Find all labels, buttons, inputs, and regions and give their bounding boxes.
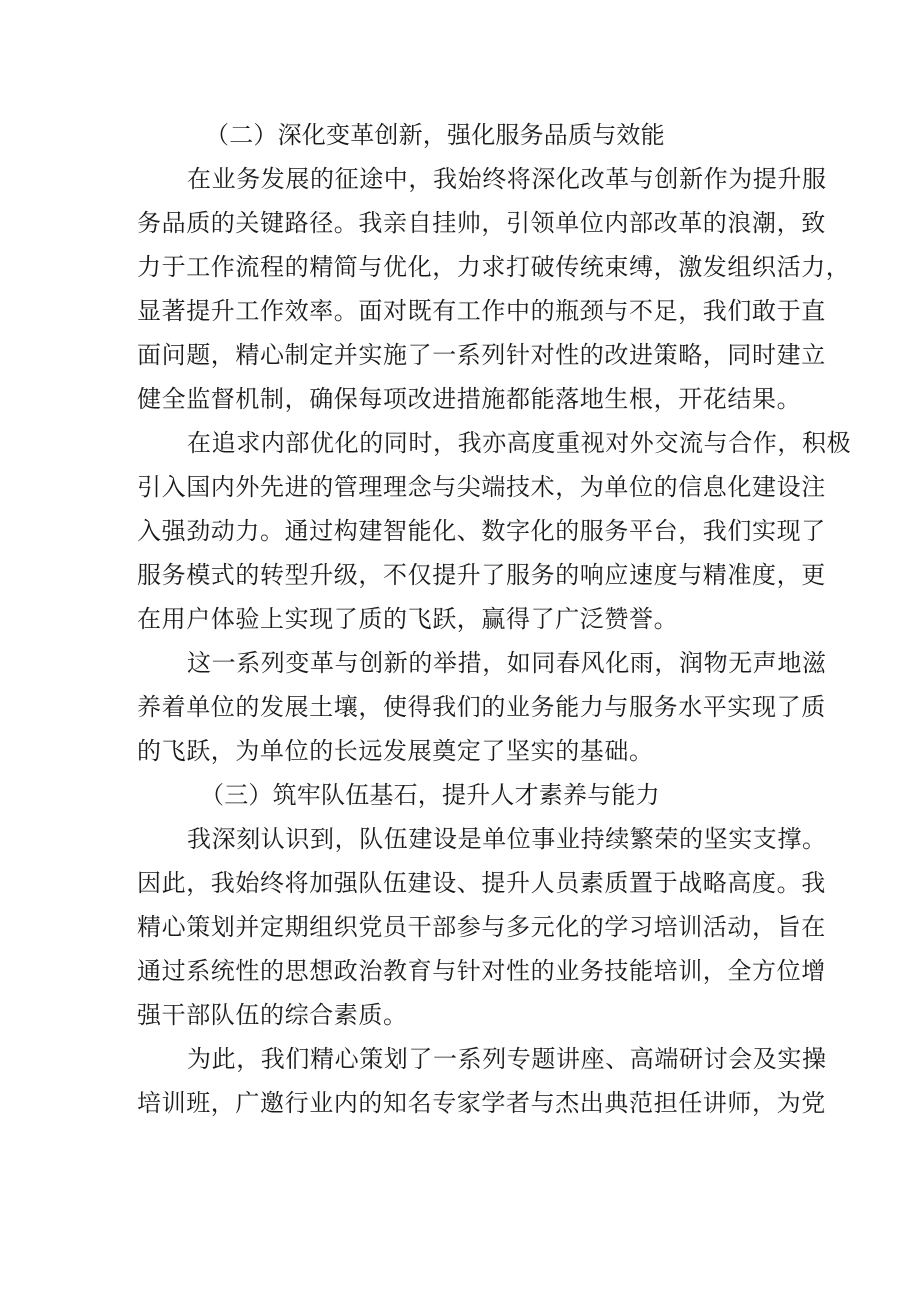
paragraph-line: 的飞跃，为单位的长远发展奠定了坚实的基础。 xyxy=(137,737,654,765)
paragraph-line: 在业务发展的征途中，我始终将深化改革与创新作为提升服 xyxy=(187,165,827,193)
paragraph-line: 这一系列变革与创新的举措，如同春风化雨，润物无声地滋 xyxy=(187,649,827,677)
paragraph-line: 在用户体验上实现了质的飞跃，赢得了广泛赞誉。 xyxy=(137,605,679,633)
paragraph-line: 养着单位的发展土壤，使得我们的业务能力与服务水平实现了质 xyxy=(137,693,826,721)
section-heading-2: （二）深化变革创新，强化服务品质与效能 xyxy=(205,121,665,149)
paragraph-line: 强干部队伍的综合素质。 xyxy=(137,1001,408,1029)
paragraph-line: 通过系统性的思想政治教育与针对性的业务技能培训，全方位增 xyxy=(137,957,826,985)
paragraph-line: 精心策划并定期组织党员干部参与多元化的学习培训活动，旨在 xyxy=(137,913,826,941)
paragraph-line: 在追求内部优化的同时，我亦高度重视对外交流与合作，积极 xyxy=(187,429,852,457)
paragraph-line: 我深刻认识到，队伍建设是单位事业持续繁荣的坚实支撑。 xyxy=(187,825,827,853)
paragraph-line: 服务模式的转型升级，不仅提升了服务的响应速度与精准度，更 xyxy=(137,561,826,589)
paragraph-line: 健全监督机制，确保每项改进措施都能落地生根，开花结果。 xyxy=(137,385,802,413)
paragraph-line: 显著提升工作效率。面对既有工作中的瓶颈与不足，我们敢于直 xyxy=(137,297,826,325)
paragraph-line: 培训班，广邀行业内的知名专家学者与杰出典范担任讲师，为党 xyxy=(137,1089,826,1117)
paragraph-line: 因此，我始终将加强队伍建设、提升人员素质置于战略高度。我 xyxy=(137,869,826,897)
section-heading-3: （三）筑牢队伍基石，提升人才素养与能力 xyxy=(200,781,660,809)
paragraph-line: 务品质的关键路径。我亲自挂帅，引领单位内部改革的浪潮，致 xyxy=(137,209,826,237)
paragraph-line: 力于工作流程的精简与优化，力求打破传统束缚，激发组织活力， xyxy=(137,253,851,281)
paragraph-line: 引入国内外先进的管理理念与尖端技术，为单位的信息化建设注 xyxy=(137,473,826,501)
paragraph-line: 入强劲动力。通过构建智能化、数字化的服务平台，我们实现了 xyxy=(137,517,826,545)
paragraph-line: 为此，我们精心策划了一系列专题讲座、高端研讨会及实操 xyxy=(187,1045,827,1073)
paragraph-line: 面问题，精心制定并实施了一系列针对性的改进策略，同时建立 xyxy=(137,341,826,369)
